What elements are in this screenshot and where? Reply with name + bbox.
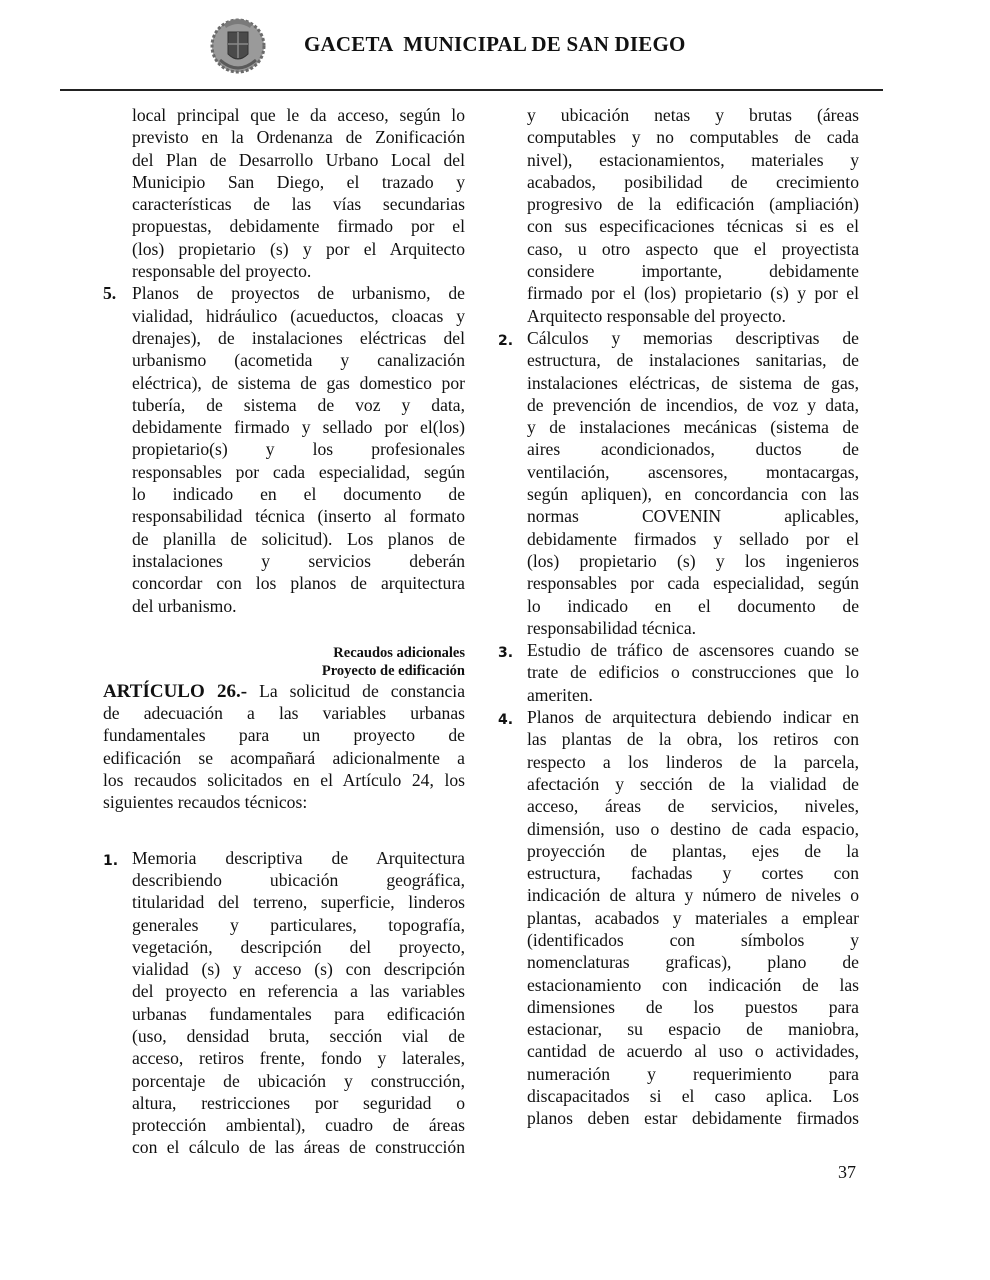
- continuation-paragraph: [103, 104, 465, 282]
- text-line: acabados, posibilidad de crecimiento: [527, 171, 859, 192]
- coat-of-arms-icon: [210, 14, 266, 78]
- text-line: estructura, de instalaciones sanitarias, de: [527, 350, 859, 371]
- text-line: vialidad, hidráulico (acueductos, cloacas y: [132, 305, 465, 326]
- text-line: ventilación, ascensores, montacargas,: [527, 461, 859, 482]
- text-line: considere importante, debidamente: [527, 261, 859, 282]
- text-line: de prevención de incendios, de voz y data,: [527, 394, 859, 415]
- list-number: 1.: [103, 852, 119, 869]
- text-line: normas COVENIN aplicables,: [527, 506, 859, 527]
- text-line: discapacitados si el caso aplica. Los: [527, 1086, 859, 1107]
- text-line: porcentaje de ubicación y construcción,: [132, 1070, 465, 1091]
- text-line: responsabilidad técnica (inserto al formato: [132, 506, 465, 527]
- text-line: urbanas fundamentales para edificación: [132, 1003, 465, 1024]
- text-line: debidamente firmado y sellado por el(los): [132, 417, 465, 438]
- list-number: 3.: [498, 645, 514, 662]
- text-line: siguientes recaudos técnicos:: [103, 792, 308, 813]
- list-item-1: [103, 847, 465, 1159]
- list-item-2: [498, 327, 859, 639]
- text-line: (identificados con símbolos y: [527, 929, 859, 950]
- header-divider: [60, 89, 883, 91]
- text-line: proyección de plantas, ejes de la: [527, 840, 859, 861]
- text-line: planos deben estar debidamente firmados: [527, 1108, 859, 1129]
- text-line: dimensiones de los puestos para: [527, 996, 859, 1017]
- article-first-line: [103, 680, 465, 702]
- text-line: generales y particulares, topografía,: [132, 914, 465, 935]
- text-line: de adecuación a las variables urbanas: [103, 703, 465, 724]
- text-line: altura, restricciones por seguridad o: [132, 1092, 465, 1113]
- text-line: nomenclaturas graficas), plano de: [527, 952, 859, 973]
- text-fragment: La solicitud de constancia: [247, 680, 466, 701]
- text-line: numeración y requerimiento para: [527, 1063, 859, 1084]
- text-line: del Plan de Desarrollo Urbano Local del: [132, 149, 465, 170]
- text-line: lo indicado en el documento de: [527, 595, 859, 616]
- text-line: propietario(s) y los profesionales: [132, 439, 465, 460]
- text-line: vialidad (s) y acceso (s) con descripción: [132, 959, 465, 980]
- text-line: drenajes), de instalaciones eléctricas del: [132, 327, 465, 348]
- text-line: respecto a los linderos de la parcela,: [527, 751, 859, 772]
- text-line: nivel), estacionamientos, materiales y: [527, 149, 859, 170]
- list-item-4: [498, 706, 859, 1130]
- gazette-title: GACETA MUNICIPAL DE SAN DIEGO: [304, 32, 686, 56]
- text-line: local principal que le da acceso, según lo: [132, 105, 465, 125]
- text-line: edificación se acompañará adicionalmente a: [103, 747, 465, 768]
- text-line: cantidad de acuerdo al uso o actividades,: [527, 1041, 859, 1062]
- text-line: estacionar, su espacio de maniobra,: [527, 1019, 859, 1040]
- text-line: las plantas de la obra, los retiros con: [527, 729, 859, 750]
- section-heading: [103, 644, 465, 680]
- article-label: ARTÍCULO 26.-: [103, 680, 248, 702]
- text-line: del urbanismo.: [132, 595, 237, 616]
- text-line: con sus especificaciones técnicas si es el: [527, 216, 859, 237]
- text-line: y de instalaciones mecánicas (sistema de: [527, 417, 859, 438]
- text-line: Cálculos y memorias descriptivas de: [527, 327, 859, 348]
- text-line: Estudio de tráfico de ascensores cuando se: [527, 640, 859, 661]
- text-line: describiendo ubicación geográfica,: [132, 869, 465, 890]
- text-line: responsable del proyecto.: [132, 261, 312, 282]
- text-line: eléctrica), de sistema de gas domestico por: [132, 372, 465, 393]
- text-line: afectación y sección de la vialidad de: [527, 773, 859, 794]
- text-line: concordar con los planos de arquitectura: [132, 573, 465, 594]
- text-line: (los) propietario (s) y por el Arquitecto: [132, 238, 465, 259]
- text-line: ameriten.: [527, 684, 593, 705]
- text-line: dimensión, uso o destino de cada espacio,: [527, 818, 859, 839]
- text-line: (los) propietario (s) y los ingenieros: [527, 550, 859, 571]
- page-number: 37: [838, 1162, 856, 1182]
- text-line: Arquitecto responsable del proyecto.: [527, 305, 786, 326]
- text-line: titularidad del terreno, superficie, linderos: [132, 892, 465, 913]
- list-item-5: [103, 282, 465, 616]
- list-number: 4.: [498, 712, 514, 729]
- article-26: [103, 680, 465, 814]
- text-line: responsables por cada especialidad, según: [527, 573, 859, 594]
- text-line: estacionamiento con indicación de las: [527, 974, 859, 995]
- text-line: estructura, fachadas y cortes con: [527, 863, 859, 884]
- continuation-paragraph: [498, 104, 859, 327]
- text-line: Memoria descriptiva de Arquitectura: [132, 847, 465, 868]
- text-line: plantas, acabados y materiales a emplear: [527, 907, 859, 928]
- text-line: vegetación, descripción del proyecto,: [132, 936, 465, 957]
- text-line: responsables por cada especialidad, según: [132, 461, 465, 482]
- text-line: de planilla de solicitud). Los planos de: [132, 528, 465, 549]
- text-line: indicación de altura y número de niveles o: [527, 885, 859, 906]
- text-line: tubería, de sistema de voz y data,: [132, 394, 465, 415]
- text-line: fundamentales para un proyecto de: [103, 725, 465, 746]
- text-line: y ubicación netas y brutas (áreas: [527, 105, 859, 125]
- text-line: caso, u otro aspecto que el proyectista: [527, 238, 859, 259]
- text-line: lo indicado en el documento de: [132, 484, 465, 505]
- section-heading-line: Proyecto de edificación: [321, 662, 465, 679]
- text-line: acceso, áreas de servicios, niveles,: [527, 796, 859, 817]
- gazette-header: [0, 0, 990, 92]
- text-line: aires acondicionados, ductos de: [527, 439, 859, 460]
- text-line: con el cálculo de las áreas de construcción: [132, 1137, 465, 1158]
- text-line: (uso, densidad bruta, sección vial de: [132, 1025, 465, 1046]
- text-line: debidamente firmados y sellado por el: [527, 528, 859, 549]
- text-line: instalaciones eléctricas, de sistema de gas,: [527, 372, 859, 393]
- text-line: responsabilidad técnica.: [527, 617, 697, 638]
- right-column: [498, 104, 859, 1130]
- text-line: previsto en la Ordenanza de Zonificación: [132, 127, 465, 148]
- left-column: [103, 104, 465, 1159]
- text-line: según apliquen), en concordancia con las: [527, 484, 859, 505]
- text-line: firmado por el (los) propietario (s) y por el: [527, 283, 859, 304]
- text-line: Planos de proyectos de urbanismo, de: [132, 283, 465, 304]
- text-line: progresivo de la edificación (ampliación): [527, 194, 859, 215]
- text-line: los recaudos solicitados en el Artículo 24, los: [103, 770, 465, 791]
- text-line: acceso, retiros frente, fondo y laterales,: [132, 1048, 465, 1069]
- text-line: instalaciones y servicios deberán: [132, 550, 465, 571]
- list-number: 2.: [498, 332, 514, 349]
- text-line: propuestas, debidamente firmado por el: [132, 216, 465, 237]
- text-line: características de las vías secundarias: [132, 194, 465, 215]
- list-item-3: [498, 639, 859, 706]
- text-line: computables y no computables de cada: [527, 127, 859, 148]
- text-line: trate de edificios o construcciones que lo: [527, 662, 859, 683]
- list-number: 5.: [103, 283, 117, 304]
- text-line: Planos de arquitectura debiendo indicar en: [527, 707, 859, 728]
- text-line: del proyecto en referencia a las variables: [132, 981, 465, 1002]
- text-line: urbanismo (acometida y canalización: [132, 350, 465, 371]
- text-line: Municipio San Diego, el trazado y: [132, 171, 465, 192]
- section-heading-line: Recaudos adicionales: [333, 644, 465, 661]
- text-line: protección ambiental), cuadro de áreas: [132, 1115, 465, 1136]
